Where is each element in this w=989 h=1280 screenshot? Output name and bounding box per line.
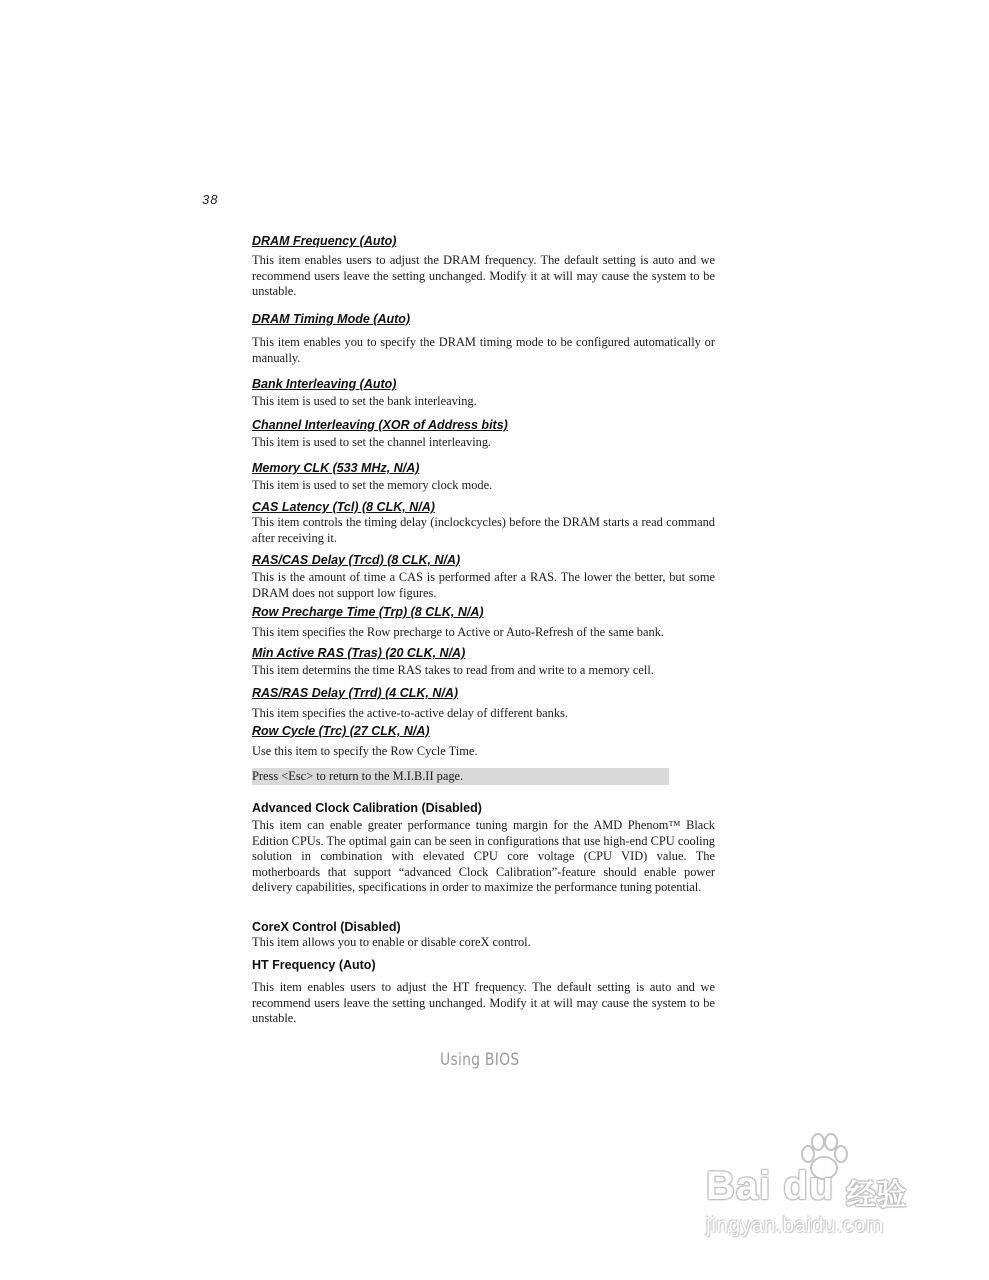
watermark-chinese: 经验: [846, 1178, 906, 1213]
section-body: Use this item to specify the Row Cycle Time.: [252, 744, 478, 758]
section-heading: Row Precharge Time (Trp) (8 CLK, N/A): [252, 605, 484, 619]
section-corex-control: [252, 919, 715, 951]
section-body: This item determins the time RAS takes to read from and write to a memory cell.: [252, 663, 654, 677]
section-ht-frequency: [252, 957, 715, 1027]
section-heading: Advanced Clock Calibration (Disabled): [252, 801, 482, 815]
watermark-url: jingyan.baidu.com: [706, 1214, 884, 1237]
section-body: This item specifies the Row precharge to Active or Auto-Refresh of the same bank.: [252, 625, 664, 639]
page-number: 38: [202, 192, 219, 207]
watermark-brand: Bai du: [706, 1164, 835, 1208]
section-body: This item allows you to enable or disable coreX control.: [252, 935, 531, 949]
section-body: This item specifies the active-to-active delay of different banks.: [252, 706, 568, 720]
section-heading: Min Active RAS (Tras) (20 CLK, N/A): [252, 646, 466, 660]
section-body: This is the amount of time a CAS is performed after a RAS. The lower the better, but some DRAM does not support low figures.: [252, 570, 715, 600]
section-ras-cas-delay: [252, 552, 715, 601]
section-bank-interleaving: [252, 376, 715, 410]
section-body: This item is used to set the bank interleaving.: [252, 394, 477, 408]
section-memory-clk: [252, 460, 715, 494]
watermark: [696, 1130, 936, 1242]
section-advanced-clock-calibration: [252, 800, 715, 896]
section-row-precharge: [252, 604, 715, 641]
section-heading: RAS/RAS Delay (Trrd) (4 CLK, N/A): [252, 686, 459, 700]
section-heading: Memory CLK (533 MHz, N/A): [252, 461, 420, 475]
section-body: This item enables users to adjust the HT frequency. The default setting is auto and we recommend users leave the setting unchanged. Modify it at will may cause the system to be unstable.: [252, 980, 715, 1026]
section-ras-ras-delay: [252, 685, 715, 722]
section-heading: DRAM Frequency (Auto): [252, 234, 397, 248]
section-row-cycle: [252, 723, 715, 760]
section-body: This item enables users to adjust the DRAM frequency. The default setting is auto and we recommend users leave the setting unchanged. Modify it at will may cause the system to be unstable.: [252, 253, 715, 299]
section-body: This item is used to set the memory clock mode.: [252, 478, 493, 492]
section-heading: HT Frequency (Auto): [252, 958, 376, 972]
section-heading: Channel Interleaving (XOR of Address bits): [252, 418, 508, 432]
section-channel-interleaving: [252, 417, 715, 451]
section-body: This item is used to set the channel interleaving.: [252, 435, 492, 449]
section-cas-latency: [252, 499, 715, 546]
section-dram-frequency: [252, 233, 715, 300]
page-footer: Using BIOS: [440, 1050, 520, 1070]
section-heading: CoreX Control (Disabled): [252, 920, 401, 934]
section-heading: Bank Interleaving (Auto): [252, 377, 397, 391]
section-body: This item controls the timing delay (inclockcycles) before the DRAM starts a read command after receiving it.: [252, 515, 715, 545]
section-heading: RAS/CAS Delay (Trcd) (8 CLK, N/A): [252, 553, 461, 567]
section-body: This item can enable greater performance tuning margin for the AMD Phenom™ Black Edition CPUs. The optimal gain can be seen in configurations that use high-end CPU cooling solution in combination with elevated CPU core voltage (CPU VID) value. The motherboards that support “advanced Clock Calibration”-feature should enable power delivery capabilities, specifications in order to maximize the performance tuning potential.: [252, 818, 715, 895]
section-body: This item enables you to specify the DRAM timing mode to be configured automatically or manually.: [252, 335, 715, 365]
section-heading: Row Cycle (Trc) (27 CLK, N/A): [252, 724, 430, 738]
section-min-active-ras: [252, 645, 715, 679]
section-heading: DRAM Timing Mode (Auto): [252, 312, 411, 326]
section-dram-timing-mode: [252, 311, 715, 366]
esc-return-note: Press <Esc> to return to the M.I.B.II page.: [252, 768, 669, 785]
section-heading: CAS Latency (Tcl) (8 CLK, N/A): [252, 500, 435, 514]
